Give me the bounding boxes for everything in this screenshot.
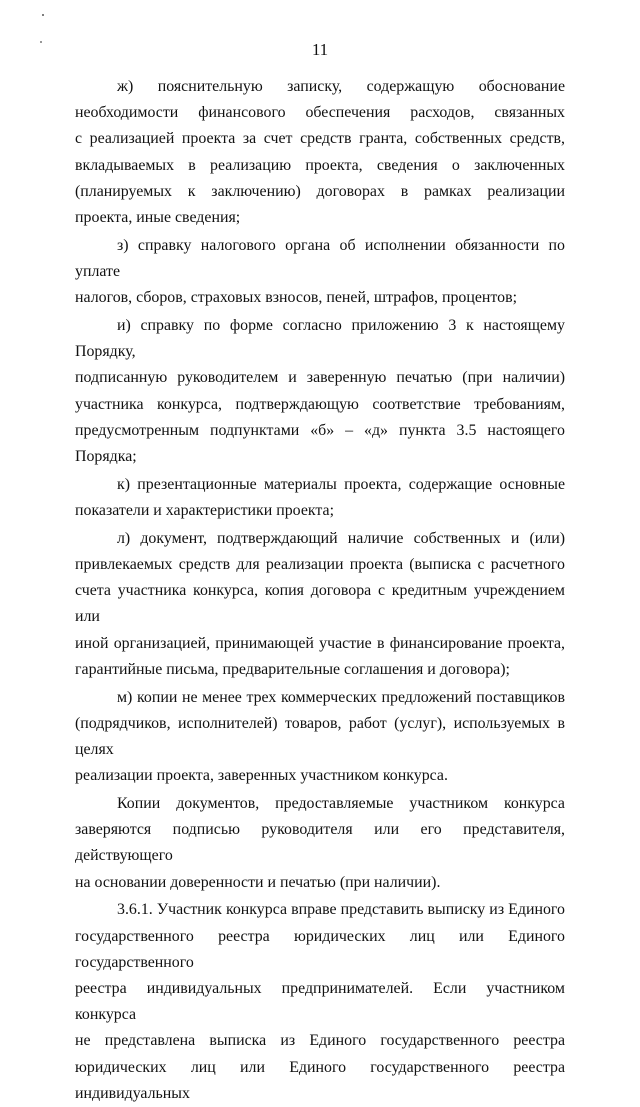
paragraph (75, 791, 565, 896)
page-number: 11 (311, 40, 329, 59)
text-line: иной организацией, принимающей участие в финансирование проекта, (75, 634, 565, 652)
text-line: заверяются подписью руководителя или его представителя, действующего (75, 821, 565, 865)
text-line: предусмотренным подпунктами «б» – «д» пункта 3.5 настоящего Порядка; (75, 421, 565, 466)
text-line: з) справку налогового органа об исполнении обязанности по уплате (75, 236, 565, 281)
text-line: юридических лиц или Единого государственного реестра индивидуальных (75, 1058, 565, 1102)
paragraph (75, 74, 565, 231)
text-line: (подрядчиков, исполнителей) товаров, работ (услуг), используемых в целях (75, 714, 565, 759)
text-line: л) документ, подтверждающий наличие собственных и (или) (117, 529, 565, 547)
text-line: ж) пояснительную записку, содержащую обоснование (117, 78, 565, 95)
text-line: и) справку по форме согласно приложению 3 к настоящему Порядку, (75, 317, 565, 361)
paragraph (75, 233, 565, 312)
text-line: привлекаемых средств для реализации проекта (выписка с расчетного (75, 556, 565, 574)
text-line: счета участника конкурса, копия договора с кредитным учреждением или (75, 582, 565, 626)
paragraph (75, 685, 565, 790)
text-line: налогов, сборов, страховых взносов, пеней, штрафов, процентов; (75, 289, 518, 307)
text-line: проекта, иные сведения; (75, 209, 241, 227)
text-line: м) копии не менее трех коммерческих предложений поставщиков (117, 688, 565, 706)
text-line: показатели и характеристики проекта; (75, 502, 334, 520)
text-line: подписанную руководителем и заверенную печатью (при наличии) (75, 369, 565, 387)
text-line: с реализацией проекта за счет средств гранта, собственных средств, (75, 130, 565, 148)
text-line: необходимости финансового обеспечения расходов, связанных (75, 104, 565, 122)
text-line: на основании доверенности и печатью (при наличии). (75, 873, 441, 891)
paragraph (75, 472, 565, 524)
text-line: реестра индивидуальных предпринимателей. Если участником конкурса (75, 980, 565, 1024)
document-body (75, 74, 565, 1107)
text-line: участника конкурса, подтверждающую соответствие требованиям, (75, 395, 565, 413)
paragraph (75, 526, 565, 683)
paragraph (75, 313, 565, 470)
text-line: (планируемых к заключению) договорах в рамках реализации (75, 182, 565, 200)
scan-speck (42, 14, 44, 16)
text-line: Копии документов, предоставляемые участником конкурса (117, 795, 565, 813)
text-line: 3.6.1. Участник конкурса вправе представить выписку из Единого (117, 901, 565, 919)
text-line: к) презентационные материалы проекта, содержащие основные (117, 475, 565, 493)
text-line: гарантийные письма, предварительные соглашения и договора); (75, 660, 510, 678)
text-line: не представлена выписка из Единого государственного реестра (75, 1032, 565, 1050)
paragraph (75, 897, 565, 1107)
text-line: реализации проекта, заверенных участником конкурса. (75, 767, 448, 785)
text-line: государственного реестра юридических лиц или Единого государственного (75, 927, 565, 971)
text-line: вкладываемых в реализацию проекта, сведения о заключенных (75, 156, 565, 174)
